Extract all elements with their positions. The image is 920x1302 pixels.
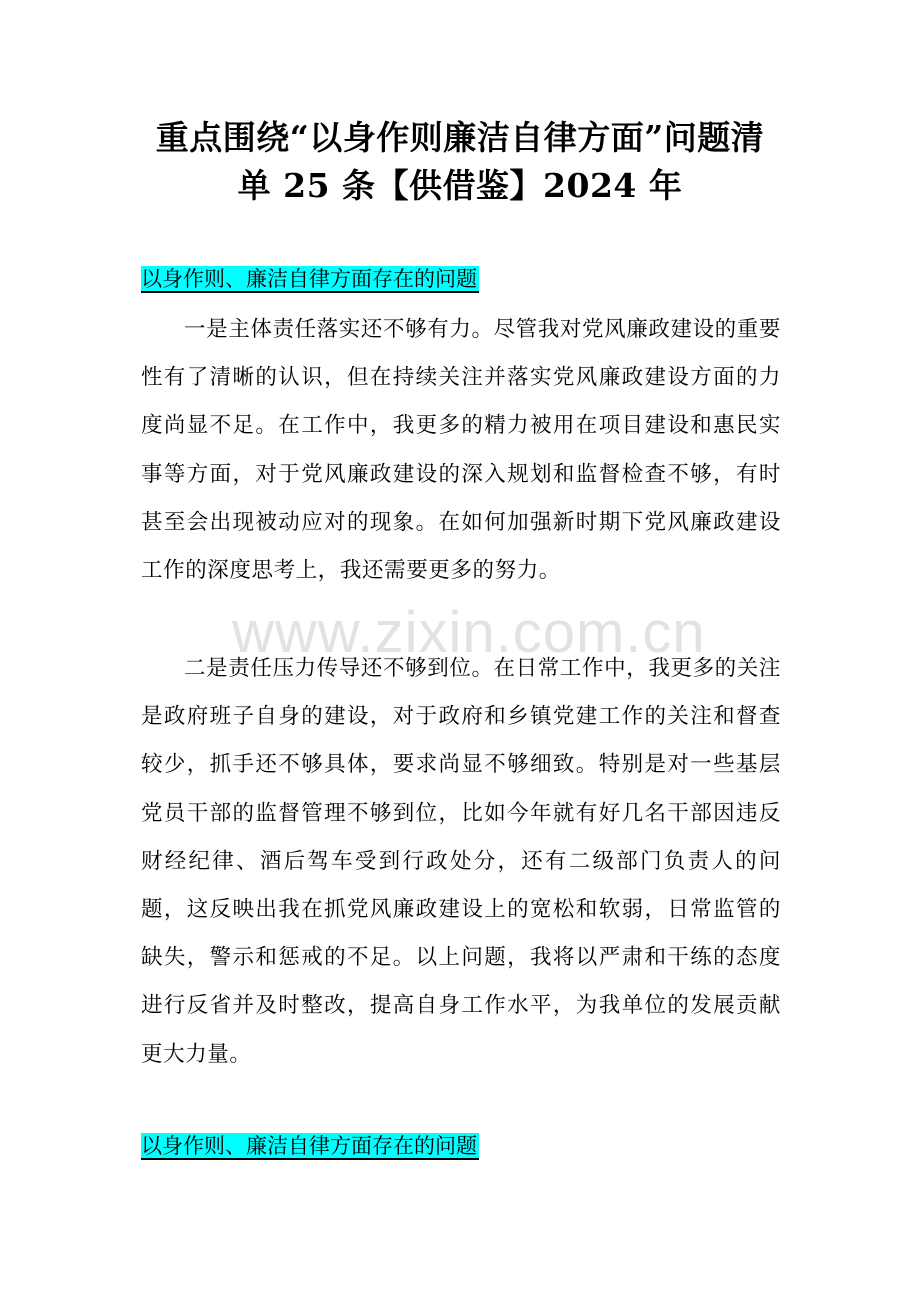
document-title-line-2: 单 25 条【供借鉴】2024 年 [237, 166, 683, 205]
document-title-line-1: 重点围绕“以身作则廉洁自律方面”问题清 [155, 118, 765, 157]
section-heading-1-text: 以身作则、廉洁自律方面存在的问题 [141, 267, 477, 291]
paragraph-2: 二是责任压力传导还不够到位。在日常工作中，我更多的关注是政府班子自身的建设，对于政府和乡镇党建工作的关注和督查较少，抓手还不够具体，要求尚显不够细致。特别是对一些基层党员干部的监督管理不够到位，比如今年就有好几名干部因违反财经纪律、酒后驾车受到行政处分，还有二级部门负责人的问题，这反映出我在抓党风廉政建设上的宽松和软弱，日常监管的缺失，警示和惩戒的不足。以上问题，我将以严肃和干练的态度进行反省并及时整改，提高自身工作水平，为我单位的发展贡献更大力量。 [141, 656, 781, 1067]
section-heading-1 [141, 264, 479, 294]
watermark: www.zixin.com.cn [232, 600, 706, 665]
paragraph-1: 一是主体责任落实还不够有力。尽管我对党风廉政建设的重要性有了清晰的认识，但在持续关注并落实党风廉政建设方面的力度尚显不足。在工作中，我更多的精力被用在项目建设和惠民实事等方面，对于党风廉政建设的深入规划和监督检查不够，有时甚至会出现被动应对的现象。在如何加强新时期下党风廉政建设工作的深度思考上，我还需要更多的努力。 [141, 317, 781, 584]
section-heading-2-text: 以身作则、廉洁自律方面存在的问题 [141, 1134, 477, 1158]
section-heading-2 [141, 1131, 479, 1161]
